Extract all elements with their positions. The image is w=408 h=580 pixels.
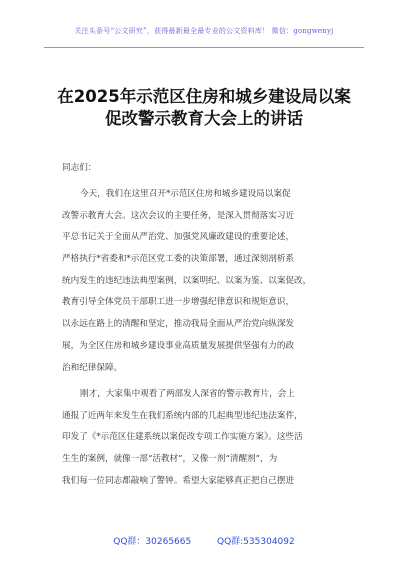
paragraph-line: 改警示教育大会。这次会议的主要任务，是深入贯彻落实习近	[62, 210, 295, 221]
header-divider	[44, 47, 364, 48]
paragraph-line: 以永远在路上的清醒和坚定，推动我局全面从严治党向纵深发	[62, 319, 295, 330]
paragraph-line: 刚才，大家集中观看了两部发人深省的警示教育片，会上	[80, 389, 295, 399]
greeting: 同志们：	[62, 163, 97, 173]
paragraph-line: 今天，我们在这里召开*示范区住房和城乡建设局以案促	[80, 189, 291, 199]
footer-qq-2: QQ群:535304092	[216, 537, 295, 547]
paragraph-line: 严格执行*省委和*示范区党工委的决策部署，通过深刻剖析系	[62, 254, 295, 265]
document-title	[30, 86, 378, 130]
paragraph-line: 通报了近两年来发生在我们系统内部的几起典型违纪违法案件，	[62, 410, 303, 421]
paragraph-line: 统内发生的违纪违法典型案例，以案明纪、以案为鉴、以案促改，	[62, 275, 312, 286]
title-line-1: 在2025年示范区住房和城乡建设局以案	[57, 87, 351, 106]
paragraph-line: 教育引导全体党员干部职工进一步增强纪律意识和规矩意识，	[62, 297, 295, 308]
paragraph-line: 印发了《*示范区住建系统以案促改专项工作实施方案》。这些活	[62, 432, 303, 443]
paragraph-1	[62, 184, 354, 379]
paragraph-line: 治和纪律保障。	[62, 362, 123, 373]
footer-contact	[0, 536, 408, 548]
title-line-2: 促改警示教育大会上的讲话	[105, 109, 303, 128]
paragraph-line: 展，为全区住房和城乡建设事业高质量发展提供坚强有力的政	[62, 340, 295, 351]
header-banner: 关注头条号“公文研究”，获得最新最全最专业的公文资料库！ 微信：gongwenyj	[74, 27, 334, 35]
paragraph-2	[62, 384, 354, 492]
footer-qq-1: QQ群：30265665	[113, 537, 192, 547]
paragraph-line: 我们每一位同志都敲响了警钟。希望大家能够真正把自己摆进	[62, 475, 295, 486]
paragraph-line: 生生的案例，就像一部“活教材”，又像一剂“清醒剂”，为	[62, 454, 278, 465]
paragraph-line: 平总书记关于全面从严治党、加强党风廉政建设的重要论述，	[62, 232, 295, 243]
